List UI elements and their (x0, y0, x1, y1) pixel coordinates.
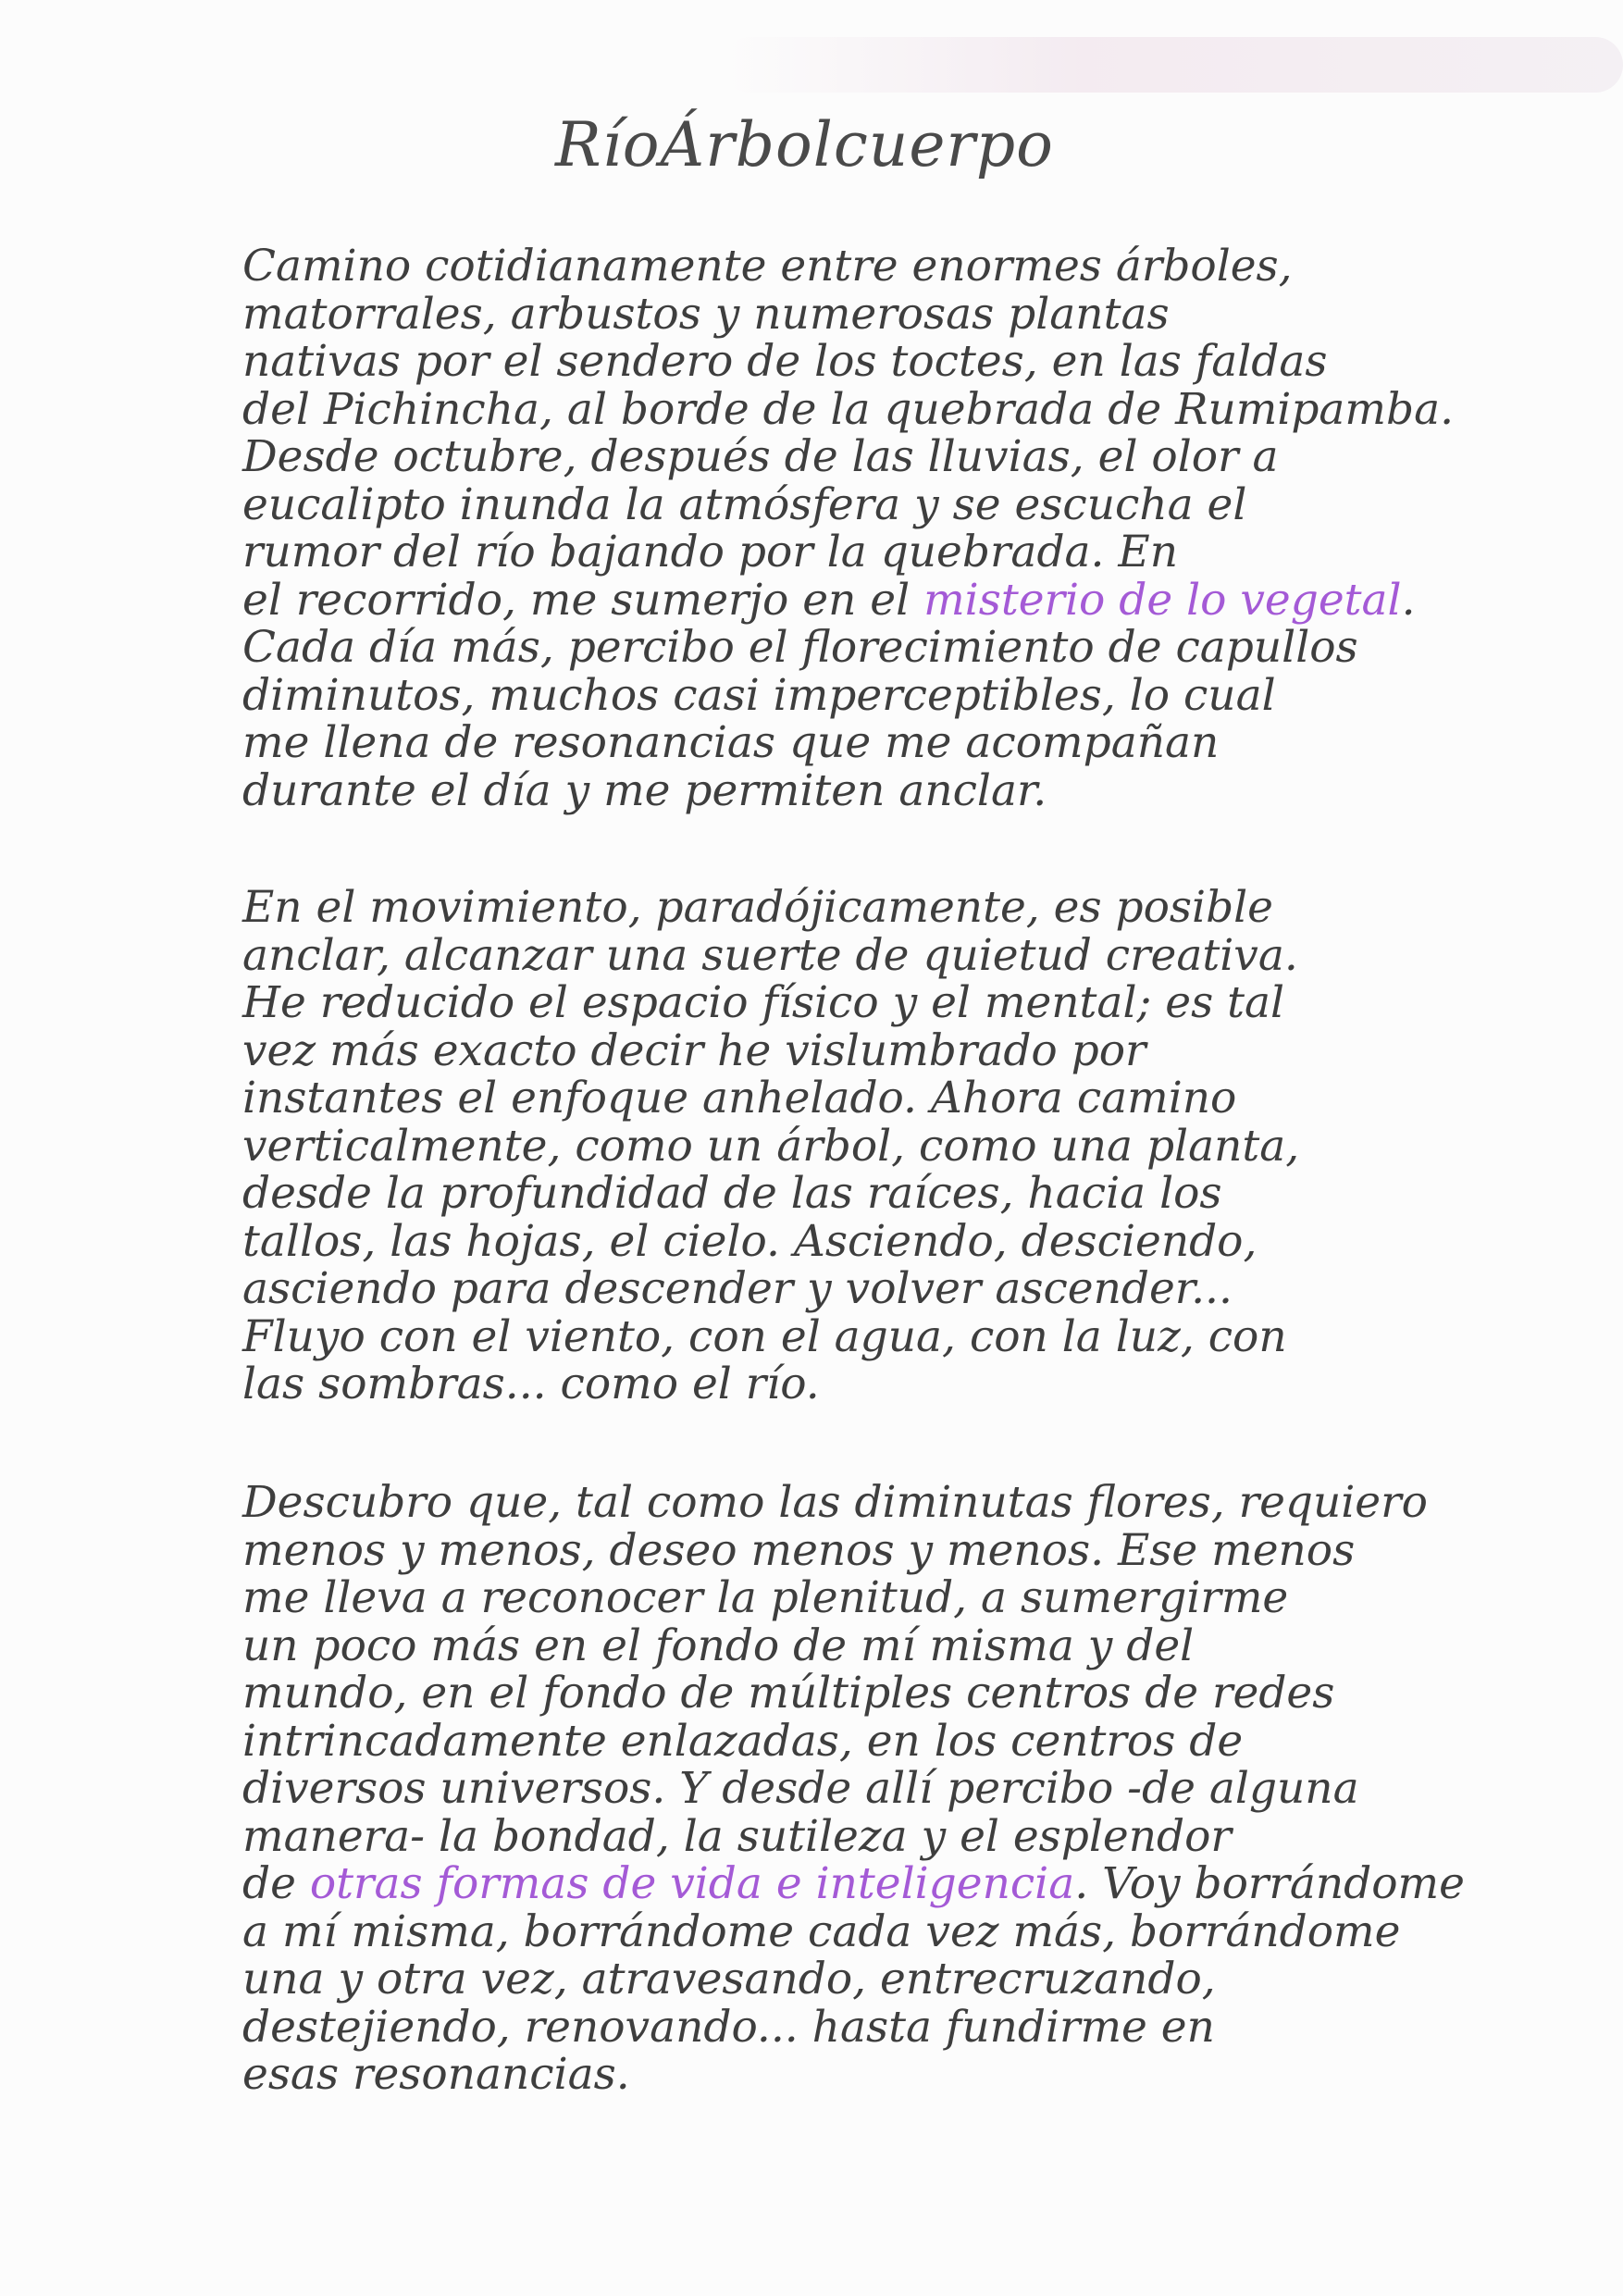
text-line: verticalmente, como un árbol, como una planta, (242, 1120, 1300, 1172)
text-line: me llena de resonancias que me acompañan (242, 717, 1220, 768)
text-line: He reducido el espacio físico y el mental; es tal (242, 977, 1285, 1028)
text-line: Desde octubre, después de las lluvias, el olor a (242, 431, 1279, 482)
highlighted-phrase: otras formas de vida e inteligencia (309, 1858, 1075, 1909)
text-line: vez más exacto decir he vislumbrado por (242, 1024, 1146, 1076)
text-line: a mí misma, borrándome cada vez más, borrándome (242, 1905, 1401, 1957)
text-line: eucalipto inunda la atmósfera y se escucha el (242, 478, 1247, 530)
text-line-with-highlight (242, 1860, 1575, 1908)
text-line: las sombras... como el río. (242, 1359, 820, 1409)
paragraph-1 (242, 242, 1575, 814)
text-line: menos y menos, deseo menos y menos. Ese menos (242, 1524, 1356, 1576)
text-line: anclar, alcanzar una suerte de quietud creativa. (242, 929, 1298, 981)
paragraph-3 (242, 1479, 1575, 2099)
text-line: nativas por el sendero de los toctes, en las faldas (242, 336, 1328, 387)
text-line: destejiendo, renovando... hasta fundirme en (242, 2001, 1215, 2053)
text-line: En el movimiento, paradójicamente, es posible (242, 882, 1274, 933)
text-line: instantes el enfoque anhelado. Ahora camino (242, 1073, 1237, 1123)
text-line: diversos universos. Y desde allí percibo -de alguna (242, 1763, 1359, 1814)
scan-smudge (722, 37, 1623, 93)
text-line: Camino cotidianamente entre enormes árboles, (242, 241, 1293, 292)
text-line: esas resonancias. (242, 2049, 630, 2100)
text-line: del Pichincha, al borde de la quebrada de Rumipamba. (242, 383, 1455, 435)
text-line: durante el día y me permiten anclar. (242, 764, 1047, 816)
text-line: Cada día más, percibo el florecimiento de capullos (242, 622, 1358, 673)
highlighted-phrase: misterio de lo vegetal (923, 574, 1402, 626)
text-line: me lleva a reconocer la plenitud, a sumergirme (242, 1572, 1289, 1623)
text-line: matorrales, arbustos y numerosas plantas (242, 288, 1170, 340)
text-line: rumor del río bajando por la quebrada. En (242, 527, 1179, 577)
text-line: manera- la bondad, la sutileza y el esplendor (242, 1810, 1232, 1862)
text-line: intrincadamente enlazadas, en los centros de (242, 1715, 1244, 1767)
line-text-before: el recorrido, me sumerjo en el (242, 574, 924, 626)
line-text-after: . (1401, 574, 1416, 626)
text-line: mundo, en el fondo de múltiples centros de redes (242, 1668, 1335, 1719)
text-line: un poco más en el fondo de mí misma y del (242, 1620, 1195, 1671)
text-line: Fluyo con el viento, con el agua, con la luz, con (242, 1310, 1287, 1362)
paragraph-2 (242, 884, 1575, 1409)
text-line: diminutos, muchos casi imperceptibles, lo cual (242, 669, 1276, 721)
line-text-before: de (242, 1858, 310, 1909)
text-line: tallos, las hojas, el cielo. Asciendo, desciendo, (242, 1215, 1258, 1267)
text-line: asciendo para descender y volver ascender... (242, 1263, 1233, 1314)
text-line-with-highlight (242, 574, 1575, 626)
text-line: una y otra vez, atravesando, entrecruzando, (242, 1954, 1216, 2004)
text-line: Descubro que, tal como las diminutas flores, requiero (242, 1477, 1428, 1528)
text-line: desde la profundidad de las raíces, hacia los (242, 1168, 1222, 1219)
page-title: RíoÁrbolcuerpo (555, 109, 1054, 180)
line-text-after: . Voy borrándome (1074, 1858, 1465, 1909)
